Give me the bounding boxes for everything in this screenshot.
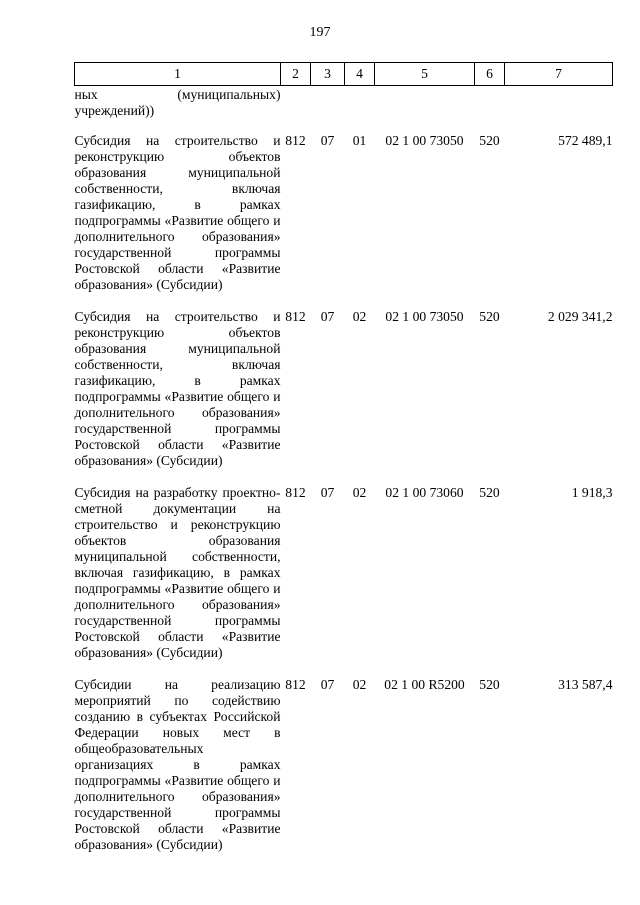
- row-code-target: 02 1 00 73050: [385, 309, 464, 324]
- header-col-3: 3: [311, 63, 345, 86]
- header-col-6: 6: [475, 63, 505, 86]
- table-row: [75, 677, 613, 869]
- table-row: [75, 133, 613, 309]
- header-col-1: 1: [75, 63, 281, 86]
- row-code-gr: 812: [285, 133, 306, 148]
- row-amount: 2 029 341,2: [547, 309, 613, 324]
- page-number: 197: [309, 25, 331, 40]
- row-code-section: 07: [320, 309, 335, 324]
- row-code-target: 02 1 00 R5200: [384, 677, 465, 692]
- row-description: Субсидии на реализацию мероприятий по содействию созданию в субъектах Российской Федерации новых мест в общеобразовательных организациях в рамках подпрограммы «Развитие общего и дополнительного образования» государственной программы Ростовской области «Развитие образования» (Субсидии): [74, 677, 281, 852]
- header-col-4: 4: [345, 63, 375, 86]
- row-code-expense-type: 520: [479, 485, 500, 500]
- header-col-5: 5: [375, 63, 475, 86]
- row-amount: 313 587,4: [558, 677, 613, 692]
- row-code-target: 02 1 00 73060: [385, 485, 464, 500]
- header-col-7: 7: [505, 63, 613, 86]
- row-code-section: 07: [320, 485, 335, 500]
- row-code-subsection: 02: [352, 677, 367, 692]
- row-code-gr: 812: [285, 485, 306, 500]
- row-code-gr: 812: [285, 309, 306, 324]
- continuation-row: [75, 86, 613, 134]
- row-amount: 1 918,3: [571, 485, 613, 500]
- row-code-expense-type: 520: [479, 309, 500, 324]
- row-code-subsection: 01: [352, 133, 367, 148]
- row-description: Субсидия на разработку проектно-сметной документации на строительство и реконструкцию объектов образования муниципальной собственности, включая газификацию, в рамках подпрограммы «Развитие общего и дополнительного образования» государственной программы Ростовской области «Развитие образования» (Субсидии): [74, 485, 281, 660]
- row-code-section: 07: [320, 133, 335, 148]
- budget-table: [74, 62, 613, 869]
- row-code-section: 07: [320, 677, 335, 692]
- row-description: Субсидия на строительство и реконструкцию объектов образования муниципальной собственности, включая газификацию, в рамках подпрограммы «Развитие общего и дополнительного образования» государственной программы Ростовской области «Развитие образования» (Субсидии): [74, 309, 281, 468]
- row-code-gr: 812: [285, 677, 306, 692]
- row-code-target: 02 1 00 73050: [385, 133, 464, 148]
- row-code-expense-type: 520: [479, 677, 500, 692]
- row-code-subsection: 02: [352, 485, 367, 500]
- row-code-subsection: 02: [352, 309, 367, 324]
- header-col-2: 2: [281, 63, 311, 86]
- row-code-expense-type: 520: [479, 133, 500, 148]
- header-row: [75, 63, 613, 86]
- row-description: Субсидия на строительство и реконструкцию объектов образования муниципальной собственности, включая газификацию, в рамках подпрограммы «Развитие общего и дополнительного образования» государственной программы Ростовской области «Развитие образования» (Субсидии): [74, 133, 281, 292]
- row-amount: 572 489,1: [558, 133, 613, 148]
- table-row: [75, 309, 613, 485]
- table-row: [75, 485, 613, 677]
- continuation-text: ных (муниципальных) учреждений)): [74, 87, 281, 118]
